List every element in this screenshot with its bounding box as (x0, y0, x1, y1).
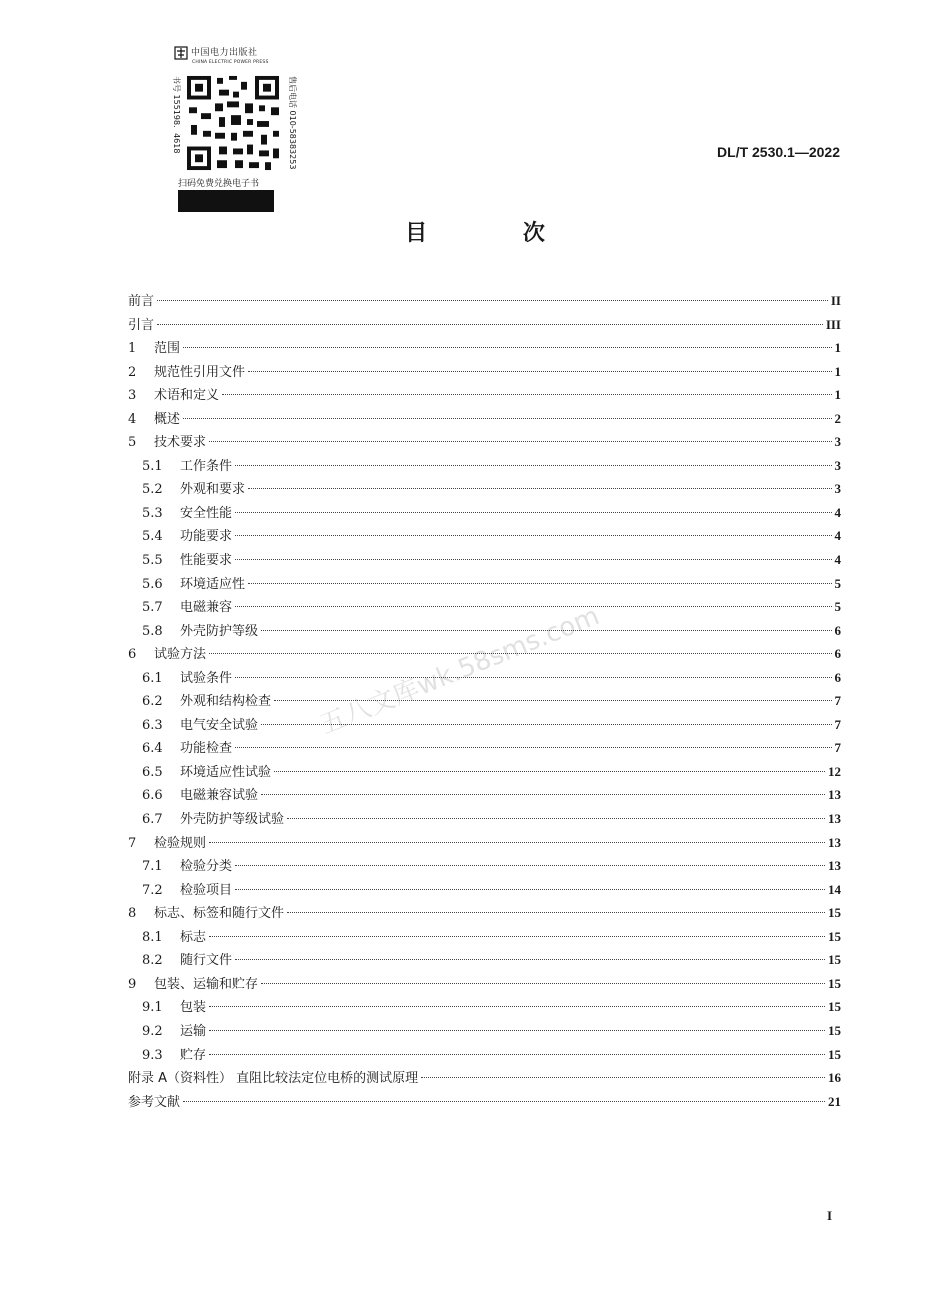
toc-entry-title: 规范性引用文件 (154, 364, 246, 380)
toc-entry[interactable] (128, 784, 841, 808)
publisher-name-en: CHINA ELECTRIC POWER PRESS (192, 60, 269, 65)
toc-dot-leader (287, 818, 825, 819)
toc-entry-number: 5.6 (142, 576, 163, 592)
qr-code-icon[interactable] (185, 74, 281, 172)
toc-entry-title: 包装 (180, 1000, 207, 1016)
toc-entry-title: 附录 A（资料性） 直阻比较法定位电桥的测试原理 (128, 1071, 419, 1087)
toc-entry[interactable] (128, 714, 841, 738)
toc-entry-number: 9.3 (142, 1047, 163, 1063)
toc-entry-title: 环境适应性 (180, 576, 246, 592)
toc-dot-leader (248, 488, 831, 489)
toc-entry[interactable] (128, 808, 841, 832)
toc-entry-number: 4 (128, 411, 137, 427)
toc-entry-page: 1 (834, 387, 841, 403)
toc-entry-page: 4 (834, 504, 841, 520)
toc-entry-title: 环境适应性试验 (180, 764, 272, 780)
toc-dot-leader (235, 889, 825, 890)
toc-entry-number: 8.1 (142, 929, 163, 945)
toc-entry[interactable] (128, 431, 841, 455)
toc-entry-title: 性能要求 (180, 553, 233, 569)
toc-dot-leader (209, 1006, 825, 1007)
toc-entry[interactable] (128, 1020, 841, 1044)
toc-entry[interactable] (128, 879, 841, 903)
toc-dot-leader (209, 653, 831, 654)
toc-entry-page: 1 (834, 363, 841, 379)
toc-entry[interactable] (128, 949, 841, 973)
toc-entry[interactable] (128, 832, 841, 856)
toc-entry-page: 14 (828, 881, 841, 897)
toc-entry-page: 7 (834, 716, 841, 732)
toc-dot-leader (248, 583, 831, 584)
toc-entry-title: 引言 (128, 317, 155, 333)
toc-dot-leader (248, 371, 831, 372)
page-number: I (826, 1208, 832, 1223)
toc-entry-title: 试验方法 (154, 647, 207, 663)
toc-entry-page: 13 (828, 787, 841, 803)
toc-dot-leader (183, 347, 831, 348)
toc-entry-number: 6.5 (142, 764, 163, 780)
toc-entry-title: 术语和定义 (154, 388, 220, 404)
toc-entry-number: 9 (128, 976, 137, 992)
toc-entry-number: 5 (128, 435, 137, 451)
toc-entry-number: 2 (128, 364, 137, 380)
toc-entry[interactable] (128, 596, 841, 620)
toc-dot-leader (157, 300, 828, 301)
toc-entry-number: 8.2 (142, 953, 163, 969)
toc-dot-leader (235, 606, 831, 607)
toc-entry-title: 检验项目 (180, 882, 233, 898)
toc-entry-page: 21 (828, 1093, 841, 1109)
toc-dot-leader (235, 559, 831, 560)
toc-entry-page: 5 (834, 575, 841, 591)
toc-entry-number: 6.3 (142, 717, 163, 733)
toc-entry-page: 15 (828, 928, 841, 944)
toc-entry-title: 检验分类 (180, 859, 233, 875)
toc-entry-title: 外观和结构检查 (180, 694, 272, 710)
toc-entry-page: 6 (834, 669, 841, 685)
toc-dot-leader (222, 394, 831, 395)
toc-dot-leader (235, 959, 825, 960)
toc-entry-title: 参考文献 (128, 1094, 181, 1110)
publisher-logo-icon (174, 46, 188, 60)
toc-entry-page: 15 (828, 905, 841, 921)
toc-entry-number: 6 (128, 647, 137, 663)
toc-dot-leader (274, 700, 831, 701)
toc-dot-leader (261, 794, 825, 795)
toc-entry-page: 6 (834, 622, 841, 638)
toc-entry-page: 12 (828, 763, 841, 779)
toc-entry-title: 概述 (154, 411, 181, 427)
toc-dot-leader (235, 512, 831, 513)
toc-entry-title: 标志 (180, 929, 207, 945)
toc-entry-number: 6.2 (142, 694, 163, 710)
toc-dot-leader (157, 324, 823, 325)
toc-entry-page: 13 (828, 811, 841, 827)
toc-entry-number: 9.2 (142, 1023, 163, 1039)
toc-entry-title: 范围 (154, 341, 181, 357)
toc-entry-page: 15 (828, 975, 841, 991)
toc-entry[interactable] (128, 761, 841, 785)
toc-entry-number: 7 (128, 835, 137, 851)
toc-entry-number: 5.8 (142, 623, 163, 639)
toc-entry[interactable] (128, 1067, 841, 1091)
toc-dot-leader (261, 630, 831, 631)
toc-entry-title: 标志、标签和随行文件 (154, 906, 285, 922)
toc-entry-page: 7 (834, 740, 841, 756)
toc-entry-page: 1 (834, 340, 841, 356)
toc-entry-page: 15 (828, 952, 841, 968)
toc-entry-title: 外壳防护等级试验 (180, 812, 285, 828)
table-of-contents (128, 290, 841, 1114)
toc-dot-leader (274, 771, 825, 772)
toc-entry-number: 6.7 (142, 812, 163, 828)
toc-entry[interactable] (128, 737, 841, 761)
toc-entry-number: 9.1 (142, 1000, 163, 1016)
toc-entry-title: 外壳防护等级 (180, 623, 259, 639)
toc-entry-title: 安全性能 (180, 505, 233, 521)
toc-entry-title: 电磁兼容 (180, 600, 233, 616)
toc-entry-title: 功能要求 (180, 529, 233, 545)
toc-entry-title: 检验规则 (154, 835, 207, 851)
toc-dot-leader (209, 441, 831, 442)
toc-title: 目 次 (405, 221, 589, 246)
toc-entry-page: 3 (834, 457, 841, 473)
toc-entry[interactable] (128, 926, 841, 950)
toc-entry-title: 电磁兼容试验 (180, 788, 259, 804)
qr-caption: 扫码免费兑换电子书 (178, 179, 260, 189)
toc-entry[interactable] (128, 667, 841, 691)
toc-entry[interactable] (128, 549, 841, 573)
toc-entry-title: 试验条件 (180, 670, 233, 686)
toc-entry-number: 5.2 (142, 482, 163, 498)
toc-entry-page: 5 (834, 599, 841, 615)
toc-entry[interactable] (128, 643, 841, 667)
toc-entry[interactable] (128, 855, 841, 879)
toc-entry[interactable] (128, 361, 841, 385)
toc-entry-page: 3 (834, 481, 841, 497)
toc-entry-title: 贮存 (180, 1047, 207, 1063)
toc-entry-page: II (830, 293, 841, 308)
toc-entry-page: 15 (828, 999, 841, 1015)
toc-entry-page: 4 (834, 528, 841, 544)
toc-entry[interactable] (128, 1044, 841, 1068)
toc-entry-number: 6.4 (142, 741, 163, 757)
toc-entry-page: 2 (834, 410, 841, 426)
toc-entry-title: 前言 (128, 294, 155, 309)
toc-entry[interactable] (128, 1091, 841, 1115)
toc-entry-page: 15 (828, 1022, 841, 1038)
toc-entry[interactable] (128, 620, 841, 644)
toc-entry[interactable] (128, 290, 841, 314)
toc-entry[interactable] (128, 973, 841, 997)
toc-entry-title: 技术要求 (154, 435, 207, 451)
toc-entry[interactable] (128, 337, 841, 361)
toc-entry-number: 6.1 (142, 670, 163, 686)
service-hotline: 售后电话 010-58383253 (288, 76, 297, 170)
toc-entry-number: 7.1 (142, 859, 163, 875)
publisher-name: 中国电力出版社 (191, 48, 258, 58)
toc-entry[interactable] (128, 314, 841, 338)
toc-dot-leader (209, 1030, 825, 1031)
toc-entry-title: 包装、运输和贮存 (154, 976, 259, 992)
toc-entry-title: 外观和要求 (180, 482, 246, 498)
toc-entry-page: 6 (834, 646, 841, 662)
toc-entry[interactable] (128, 996, 841, 1020)
toc-entry[interactable] (128, 525, 841, 549)
toc-entry-number: 3 (128, 388, 137, 404)
toc-entry-page: 7 (834, 693, 841, 709)
toc-entry-page: 3 (834, 434, 841, 450)
toc-entry[interactable] (128, 902, 841, 926)
watermark: 五八文库wk.58sms.com (316, 601, 604, 741)
toc-entry-page: 4 (834, 552, 841, 568)
toc-entry[interactable] (128, 690, 841, 714)
toc-entry-page: 13 (828, 858, 841, 874)
publisher-logo (174, 46, 258, 60)
toc-entry-page: 16 (828, 1070, 841, 1086)
toc-dot-leader (235, 677, 831, 678)
toc-entry-title: 电气安全试验 (180, 717, 259, 733)
toc-entry-title: 工作条件 (180, 458, 233, 474)
toc-dot-leader (235, 865, 825, 866)
toc-entry[interactable] (128, 573, 841, 597)
publisher-block (170, 44, 297, 219)
toc-entry[interactable] (128, 502, 841, 526)
toc-entry-number: 5.5 (142, 553, 163, 569)
toc-entry[interactable] (128, 384, 841, 408)
toc-dot-leader (183, 1101, 825, 1102)
redaction-block (178, 190, 274, 212)
toc-entry-number: 8 (128, 906, 137, 922)
toc-dot-leader (421, 1077, 825, 1078)
toc-dot-leader (209, 842, 825, 843)
toc-entry-number: 6.6 (142, 788, 163, 804)
toc-entry-page: 13 (828, 834, 841, 850)
toc-entry-number: 5.7 (142, 600, 163, 616)
toc-entry[interactable] (128, 408, 841, 432)
standard-number: DL/T 2530.1—2022 (717, 144, 840, 160)
toc-dot-leader (287, 912, 825, 913)
toc-dot-leader (261, 983, 825, 984)
toc-dot-leader (261, 724, 831, 725)
toc-entry-number: 7.2 (142, 882, 163, 898)
toc-dot-leader (235, 535, 831, 536)
toc-entry-page: 15 (828, 1046, 841, 1062)
toc-entry[interactable] (128, 478, 841, 502)
toc-entry-number: 5.1 (142, 458, 163, 474)
toc-entry-page: III (825, 316, 841, 332)
toc-dot-leader (235, 465, 831, 466)
toc-dot-leader (209, 1054, 825, 1055)
toc-entry-title: 运输 (180, 1023, 207, 1039)
toc-entry[interactable] (128, 455, 841, 479)
toc-entry-number: 1 (128, 341, 137, 357)
toc-entry-title: 功能检查 (180, 741, 233, 757)
book-number: 书号 155198．4618 (172, 76, 181, 154)
toc-entry-number: 5.3 (142, 505, 163, 521)
toc-dot-leader (209, 936, 825, 937)
toc-dot-leader (235, 747, 831, 748)
toc-entry-number: 5.4 (142, 529, 163, 545)
toc-entry-title: 随行文件 (180, 953, 233, 969)
toc-dot-leader (183, 418, 831, 419)
